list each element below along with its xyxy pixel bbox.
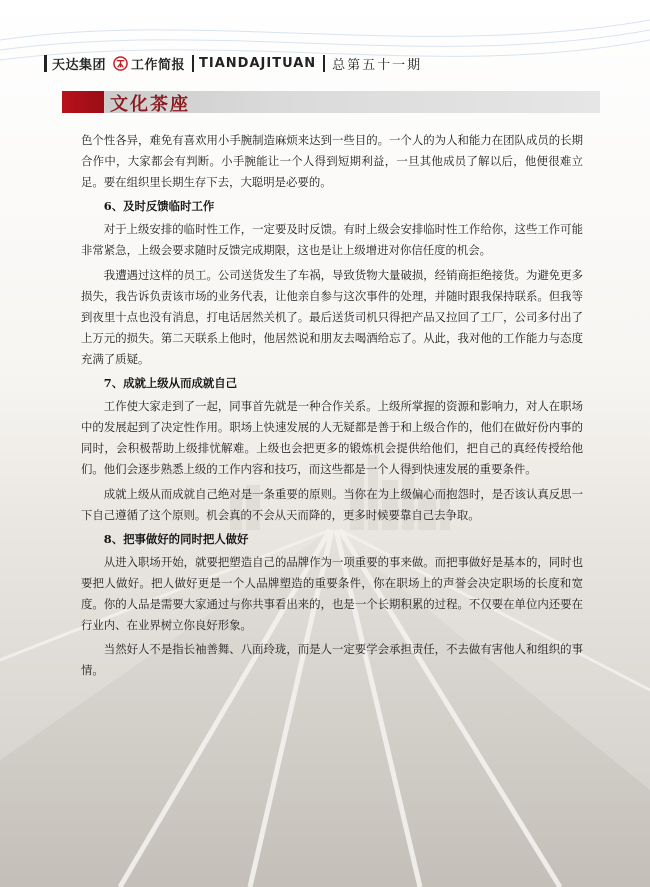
paragraph: 工作使大家走到了一起，同事首先就是一种合作关系。上级所掌握的资源和影响力，对人在职场中的发展起到了决定性作用。职场上快速发展的人无疑都是善于和上级合作的，他们在做好份内事的同时，会积极帮助上级排忧解难。上级也会把更多的锻炼机会提供给他们，把自己的真经传授给他们。他们会逐步熟悉上级的工作内容和技巧，而这些都是一个人得到快速发展的重要条件。 (81, 399, 583, 477)
paragraph: 成就上级从而成就自己绝对是一条重要的原则。当你在为上级偏心而抱怨时，是否该认真反思一下自己遵循了这个原则。机会真的不会从天而降的，更多时候要靠自己去争取。 (81, 486, 583, 522)
subheading: 6、及时反馈临时工作 (103, 199, 215, 214)
paragraph: 我遭遇过这样的员工。公司送货发生了车祸，导致货物大量破损，经销商拒绝接货。为避免更多损失，我告诉负责该市场的业务代表，让他亲自参与这次事件的处理，并随时跟我保持联系。但我等到夜里十点也没有消息，打电话居然关机了。最后送货司机只得把产品又拉回了工厂，公司多付出了上万元的损失。第二天联系上他时，他居然说和朋友去喝酒给忘了。从此，我对他的工作能力与态度充满了质疑。 (81, 267, 583, 366)
section-title: 文化茶座 (110, 94, 190, 115)
header-divider (192, 55, 194, 72)
company-logo-icon (113, 56, 128, 71)
paragraph: 从进入职场开始，就要把塑造自己的品牌作为一项重要的事来做。而把事做好是基本的，同时也要把人做好。把人做好更是一个人品牌塑造的重要条件，你在职场上的声誉会决定职场的长度和宽度。你的人品是需要大家通过与你共事看出来的，也是一个长期积累的过程。不仅要在单位内还要在行业内、在业界树立你良好形象。 (81, 554, 583, 633)
header-issue-number: 总第五十一期 (332, 57, 423, 73)
header-divider (44, 55, 47, 72)
subheading: 7、成就上级从而成就自己 (103, 376, 238, 391)
header-latin-name: TIANDAJITUAN (199, 55, 317, 71)
section-accent-block (62, 91, 104, 113)
page-header (44, 52, 422, 74)
paragraph: 色个性各异，难免有喜欢用小手腕制造麻烦来达到一些目的。一个人的为人和能力在团队成员的长期合作中，大家都会有判断。小手腕能让一个人得到短期利益，一旦其他成员了解以后，他便很难立足。要在组织里长期生存下去，大聪明是必要的。 (81, 133, 583, 190)
header-divider (323, 55, 325, 72)
paragraph: 对于上级安排的临时性工作，一定要及时反馈。有时上级会安排临时性工作给你，这些工作可能非常紧急，上级会要求随时反馈完成期限，这也是让上级增进对你信任度的机会。 (81, 222, 583, 258)
header-group-name: 天达集团 (52, 57, 107, 73)
subheading: 8、把事做好的同时把人做好 (103, 531, 249, 546)
article-body (81, 130, 583, 681)
header-brief-name: 工作简报 (131, 57, 186, 73)
paragraph: 当然好人不是指长袖善舞、八面玲珑，而是人一定要学会承担责任，不去做有害他人和组织的事情。 (81, 642, 583, 678)
